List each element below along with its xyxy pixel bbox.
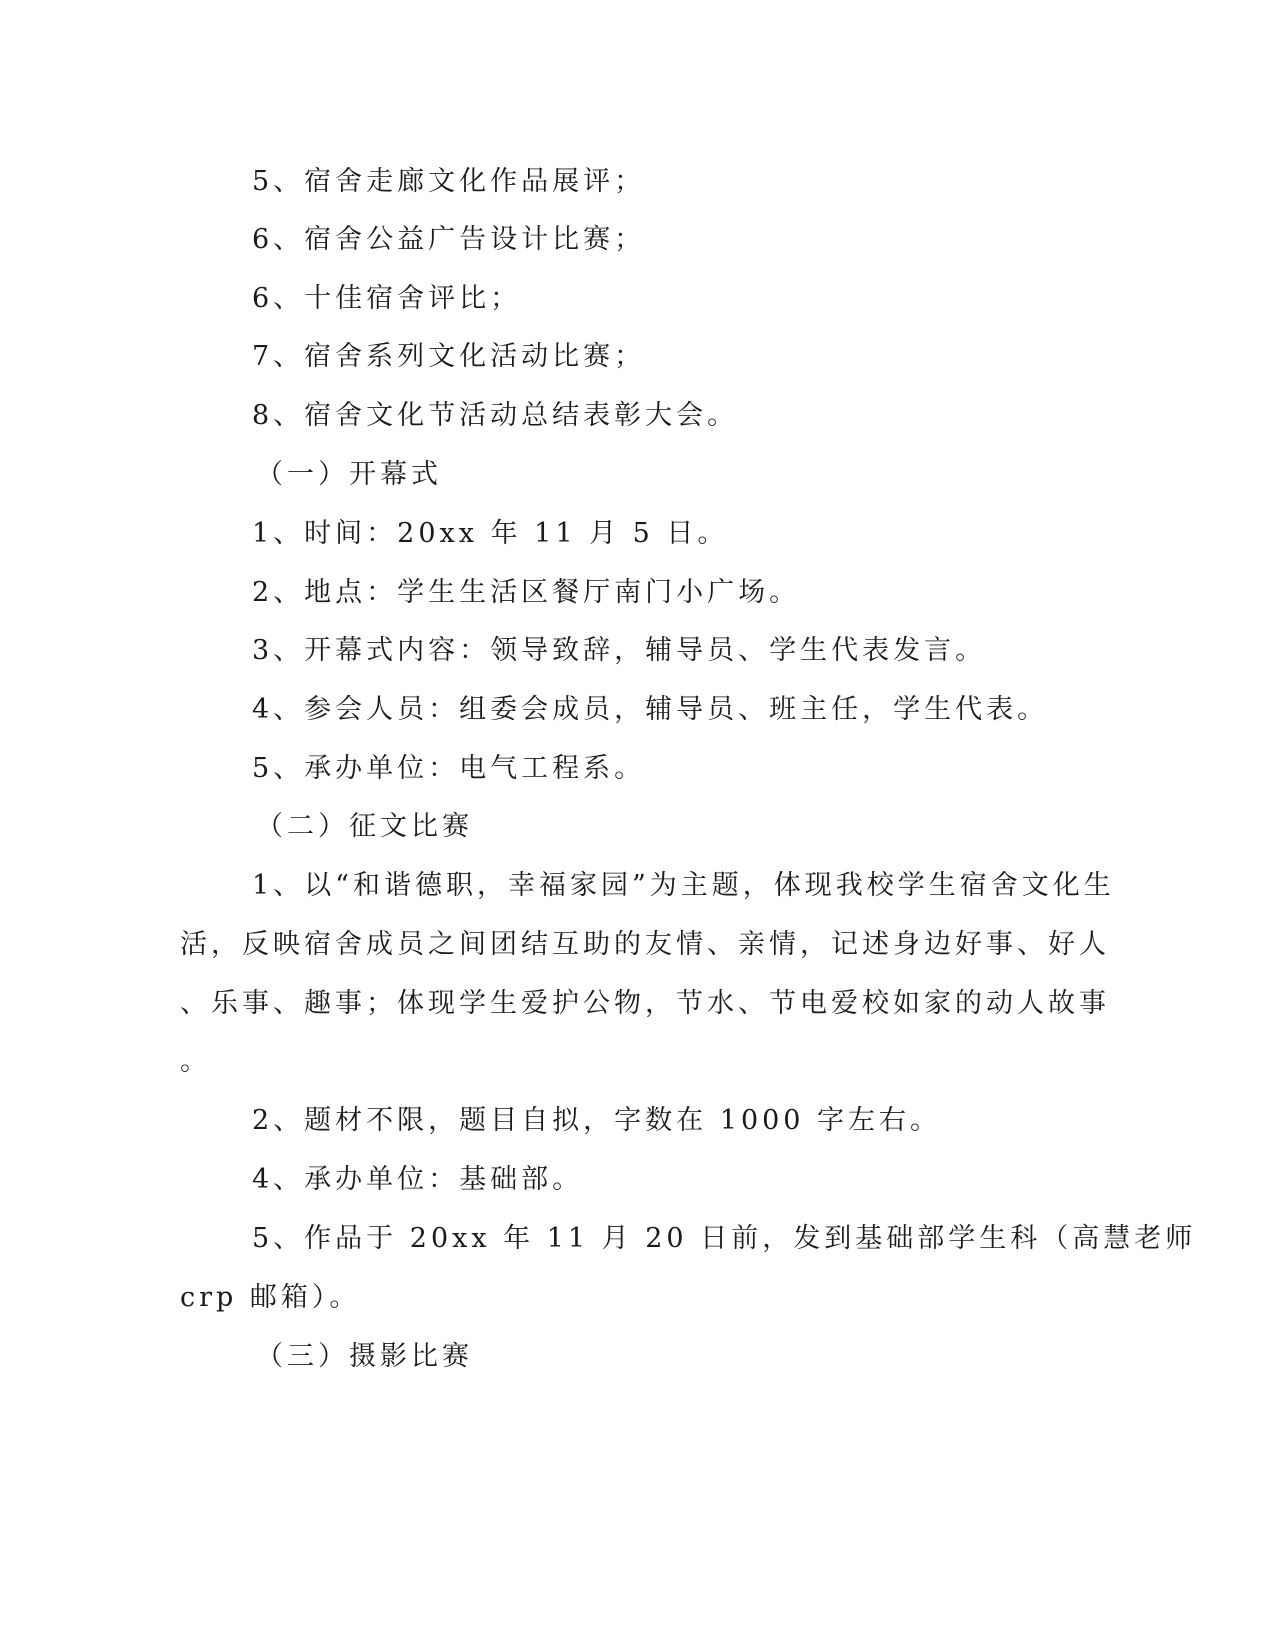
list-item: 6、宿舍公益广告设计比赛； xyxy=(252,224,646,255)
section-heading-opening: （一）开幕式 xyxy=(256,459,442,490)
list-item: 4、参会人员：组委会成员，辅导员、班主任，学生代表。 xyxy=(252,694,1049,725)
section-heading-essay: （二）征文比赛 xyxy=(256,811,473,842)
paragraph-line: 。 xyxy=(180,1046,211,1077)
paragraph-line: 、乐事、趣事；体现学生爱护公物，节水、节电爱校如家的动人故事 xyxy=(180,988,1110,1019)
list-item: 1、时间：20xx 年 11 月 5 日。 xyxy=(252,518,729,549)
list-item: 4、承办单位：基础部。 xyxy=(252,1164,584,1195)
list-item: 5、宿舍走廊文化作品展评； xyxy=(252,166,646,197)
paragraph-line: crp 邮箱）。 xyxy=(180,1282,361,1313)
list-item: 2、题材不限，题目自拟，字数在 1000 字左右。 xyxy=(252,1105,942,1136)
paragraph-line: 1、以“和谐德职，幸福家园”为主题，体现我校学生宿舍文化生 xyxy=(252,870,1115,901)
list-item: 3、开幕式内容：领导致辞，辅导员、学生代表发言。 xyxy=(252,635,987,666)
section-heading-photography: （三）摄影比赛 xyxy=(256,1341,473,1372)
list-item: 5、承办单位：电气工程系。 xyxy=(252,753,646,784)
paragraph-line: 5、作品于 20xx 年 11 月 20 日前，发到基础部学生科（高慧老师 xyxy=(252,1223,1197,1254)
list-item: 6、十佳宿舍评比； xyxy=(252,283,522,314)
paragraph-line: 活，反映宿舍成员之间团结互助的友情、亲情，记述身边好事、好人 xyxy=(180,929,1110,960)
list-item: 8、宿舍文化节活动总结表彰大会。 xyxy=(252,400,739,431)
list-item: 7、宿舍系列文化活动比赛； xyxy=(252,341,646,372)
list-item: 2、地点：学生生活区餐厅南门小广场。 xyxy=(252,577,801,608)
